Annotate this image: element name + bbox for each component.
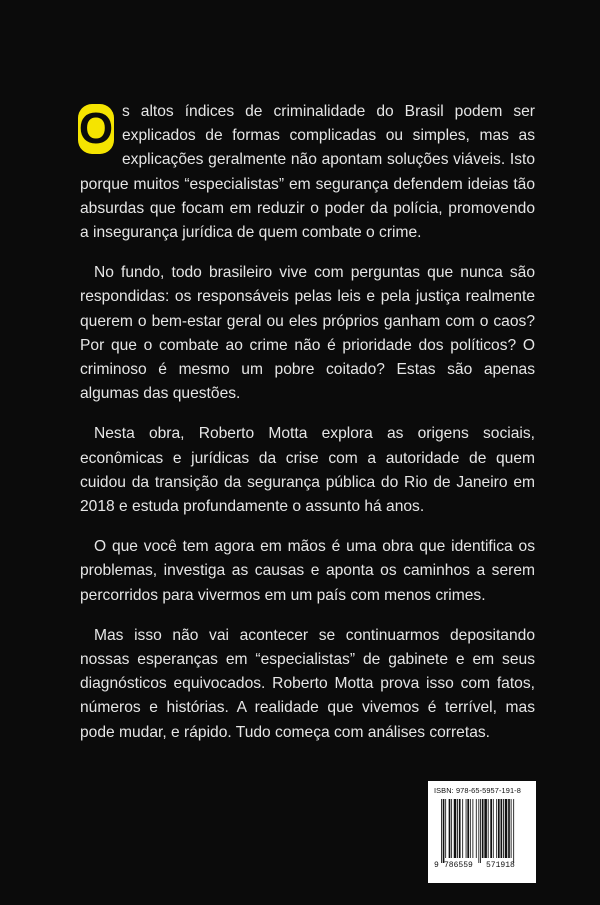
barcode-bar [505,799,508,858]
barcode-bar [480,799,481,863]
barcode-bar [470,799,471,858]
barcode-bar [472,799,473,858]
paragraph-3: Nesta obra, Roberto Motta explora as origens sociais, econômicas e jurídicas da crise com a autoridade de quem cuidou da transição da segurança pública do Rio de Janeiro em 2018 e estuda profundamente o assunto há anos. [80,425,535,516]
barcode-bar [484,799,487,858]
barcode-bar [466,799,467,858]
synopsis-text [80,100,535,761]
paragraph-5: Mas isso não vai acontecer se continuarmos depositando nossas esperanças em “especialistas” de gabinete e em seus diagnósticos equivocados. Roberto Motta prova isso com fatos, números e histórias. A realidade que vivemos é terrível, mas pode mudar, e rápido. Tudo começa com análises corretas. [80,626,535,741]
barcode-bar [476,799,477,858]
isbn-label: ISBN: 978-65-5957-191-8 [434,786,521,795]
drop-cap: O [78,104,114,153]
barcode-bar [451,799,452,858]
barcode-bar [443,799,445,863]
barcode-bar [503,799,504,858]
barcode-bar [508,799,510,858]
barcode-bar [459,799,461,858]
paragraph-4: O que você tem agora em mãos é uma obra que identifica os problemas, investiga as causas e aponta os caminhos a serem percorridos para vivermos em um país com menos crimes. [80,538,535,604]
barcode-bar [445,799,446,858]
barcode-bar [501,799,503,858]
barcode-bar [498,799,500,858]
barcode-bar [490,799,492,858]
barcode-bar [513,799,514,863]
barcode-digit-prefix: 9 [434,861,439,869]
barcode-bar [493,799,494,858]
barcode-bars [441,799,514,863]
paragraph-1 [80,100,535,245]
barcode-bar [496,799,497,858]
paragraph-1-text: s altos índices de criminalidade do Brasil podem ser explicados de formas complicadas ou simples, mas as explicações geralmente não apontam soluções viáveis. Isto porque muitos “especialistas” em segurança defendem ideias tão absurdas que focam em reduzir o poder da polícia, promovendo a insegurança jurídica de quem combate o crime. [80,103,535,242]
barcode-digit-group-1: 786559 [444,861,473,869]
barcode-bar [441,799,442,863]
barcode-bar [454,799,457,858]
barcode-bar [462,799,463,858]
barcode-bar [449,799,451,858]
paragraph-2: No fundo, todo brasileiro vive com perguntas que nunca são respondidas: os responsáveis pelas leis e pela justiça realmente querem o bem-estar geral ou eles próprios ganham com o caos? Por que o combate ao crime não é prioridade dos políticos? O criminoso é mesmo um pobre coitado? Estas são apenas algumas das questões. [80,264,535,403]
barcode-bar [478,799,479,863]
barcode-digit-group-2: 571918 [486,861,515,869]
barcode-bar [457,799,458,858]
barcode-bar [482,799,484,858]
barcode-bar [511,799,512,858]
barcode-bar [488,799,489,858]
barcode-panel [428,781,536,883]
barcode-bar [467,799,469,858]
barcode-graphic [434,799,530,869]
